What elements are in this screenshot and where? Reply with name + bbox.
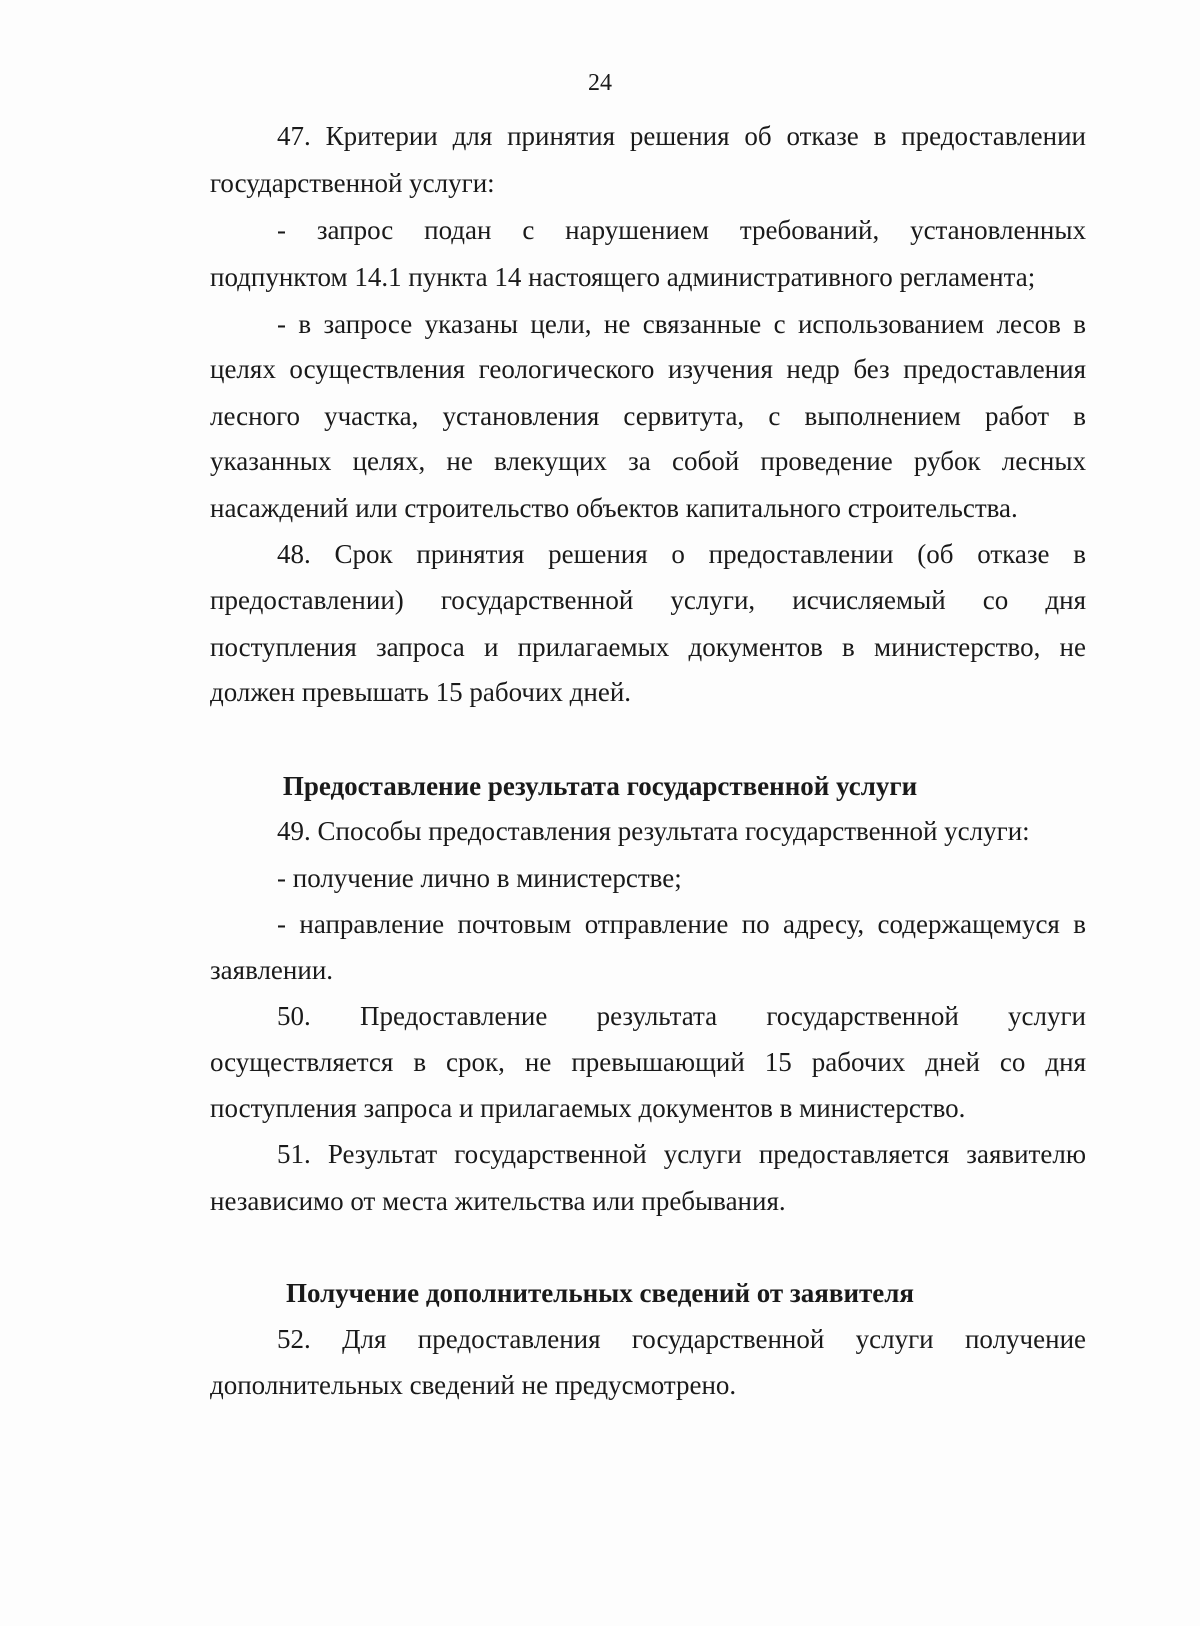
paragraph-line: 48. Срок принятия решения о предоставлении (об отказе в: [277, 539, 1086, 569]
paragraph-line: лесного участка, установления сервитута, с выполнением работ в: [210, 401, 1086, 431]
paragraph-line: насаждений или строительство объектов капитального строительства.: [210, 493, 1018, 523]
paragraph-line: целях осуществления геологического изучения недр без предоставления: [210, 354, 1086, 384]
paragraph-line: подпунктом 14.1 пункта 14 настоящего административного регламента;: [210, 262, 1036, 292]
paragraph-line: указанных целях, не влекущих за собой проведение рубок лесных: [210, 446, 1086, 476]
paragraph-line: независимо от места жительства или пребывания.: [210, 1186, 786, 1216]
paragraph-line: заявлении.: [210, 955, 334, 985]
paragraph-line: 49. Способы предоставления результата государственной услуги:: [277, 816, 1030, 846]
paragraph-line: - в запросе указаны цели, не связанные с использованием лесов в: [277, 309, 1086, 339]
page-number: 24: [588, 70, 612, 96]
paragraph-line: - запрос подан с нарушением требований, установленных: [277, 215, 1086, 245]
paragraph-line: дополнительных сведений не предусмотрено.: [210, 1370, 737, 1400]
paragraph-line: государственной услуги:: [210, 168, 495, 198]
paragraph-line: предоставлении) государственной услуги, исчисляемый со дня: [210, 585, 1086, 615]
paragraph-line: поступления запроса и прилагаемых документов в министерство.: [210, 1093, 966, 1123]
paragraph-line: - направление почтовым отправление по адресу, содержащемуся в: [277, 909, 1086, 939]
paragraph-line: 52. Для предоставления государственной услуги получение: [277, 1324, 1086, 1354]
paragraph-line: осуществляется в срок, не превышающий 15 рабочих дней со дня: [210, 1047, 1086, 1077]
paragraph-line: поступления запроса и прилагаемых документов в министерство, не: [210, 632, 1086, 662]
paragraph-line: - получение лично в министерстве;: [277, 863, 682, 893]
paragraph-line: 51. Результат государственной услуги предоставляется заявителю: [277, 1139, 1086, 1169]
paragraph-line: 50. Предоставление результата государственной услуги: [277, 1001, 1086, 1031]
section-heading: Получение дополнительных сведений от заявителя: [285, 1278, 915, 1308]
section-heading: Предоставление результата государственной услуги: [282, 771, 918, 801]
paragraph-line: должен превышать 15 рабочих дней.: [210, 677, 632, 707]
paragraph-line: 47. Критерии для принятия решения об отказе в предоставлении: [277, 121, 1086, 151]
